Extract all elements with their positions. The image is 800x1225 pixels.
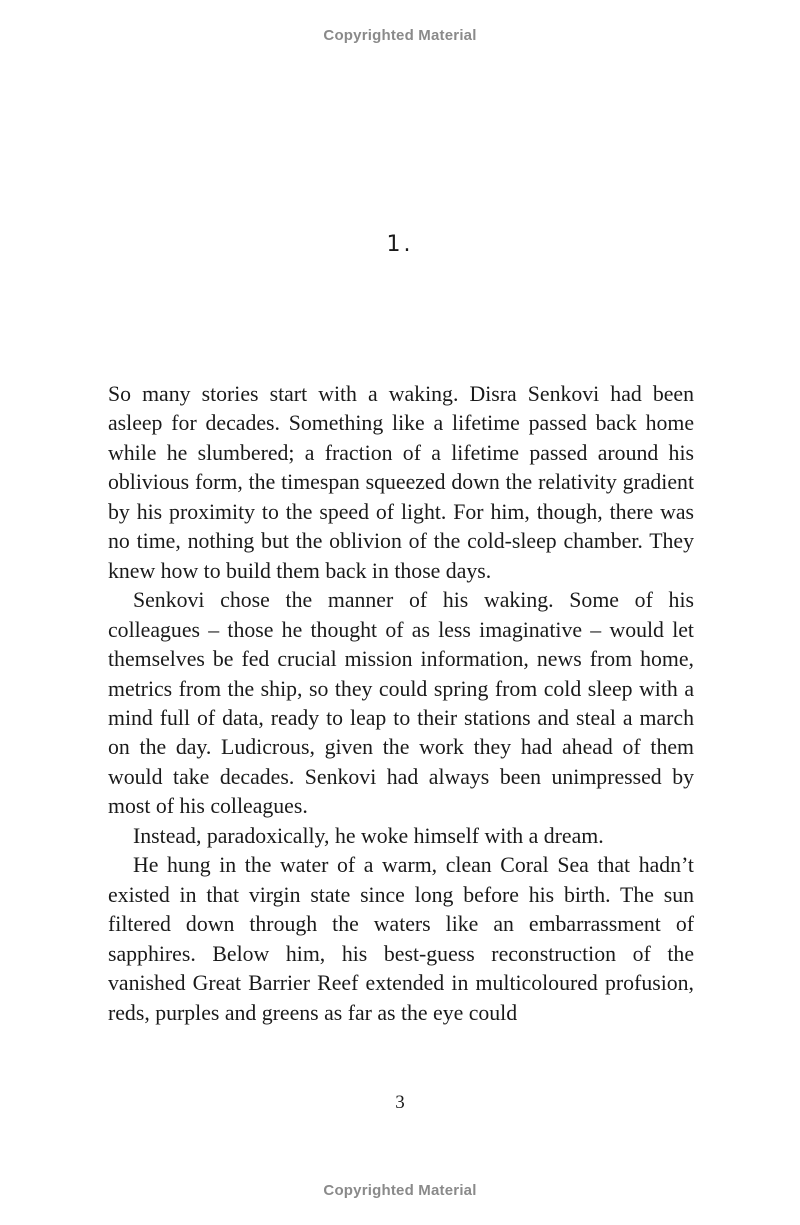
chapter-number: 1. [386, 232, 414, 257]
paragraph-2: Senkovi chose the manner of his waking. Some of his colleagues – those he thought of as less imaginative – would let themselves be fed crucial mission information, news from home, metrics from the ship, so they could spring from cold sleep with a mind full of data, ready to leap to their stations and steal a march on the day. Ludicrous, given the work they had ahead of them would take decades. Senkovi had always been unimpressed by most of his colleagues. [108, 588, 694, 819]
paragraph-3: Instead, paradoxically, he woke himself with a dream. [133, 823, 604, 848]
paragraph-1: So many stories start with a waking. Disra Senkovi had been asleep for decades. Something like a lifetime passed back home while he slumbered; a fraction of a lifetime passed around his oblivious form, the timespan squeezed down the relativity gradient by his proximity to the speed of light. For him, though, there was no time, nothing but the oblivion of the cold-sleep chamber. They knew how to build them back in those days. [108, 382, 694, 583]
chapter-body [108, 380, 694, 1028]
paragraph-4: He hung in the water of a warm, clean Coral Sea that hadn’t existed in that virgin state since long before his birth. The sun filtered down through the waters like an embarrassment of sapphires. Below him, his best-guess reconstruction of the vanished Great Barrier Reef extended in multicoloured profusion, reds, purples and greens as far as the eye could [108, 853, 694, 1025]
copyright-watermark-bottom: Copyrighted Material [323, 1182, 477, 1199]
copyright-watermark-top: Copyrighted Material [323, 27, 477, 44]
page-number: 3 [395, 1092, 405, 1113]
